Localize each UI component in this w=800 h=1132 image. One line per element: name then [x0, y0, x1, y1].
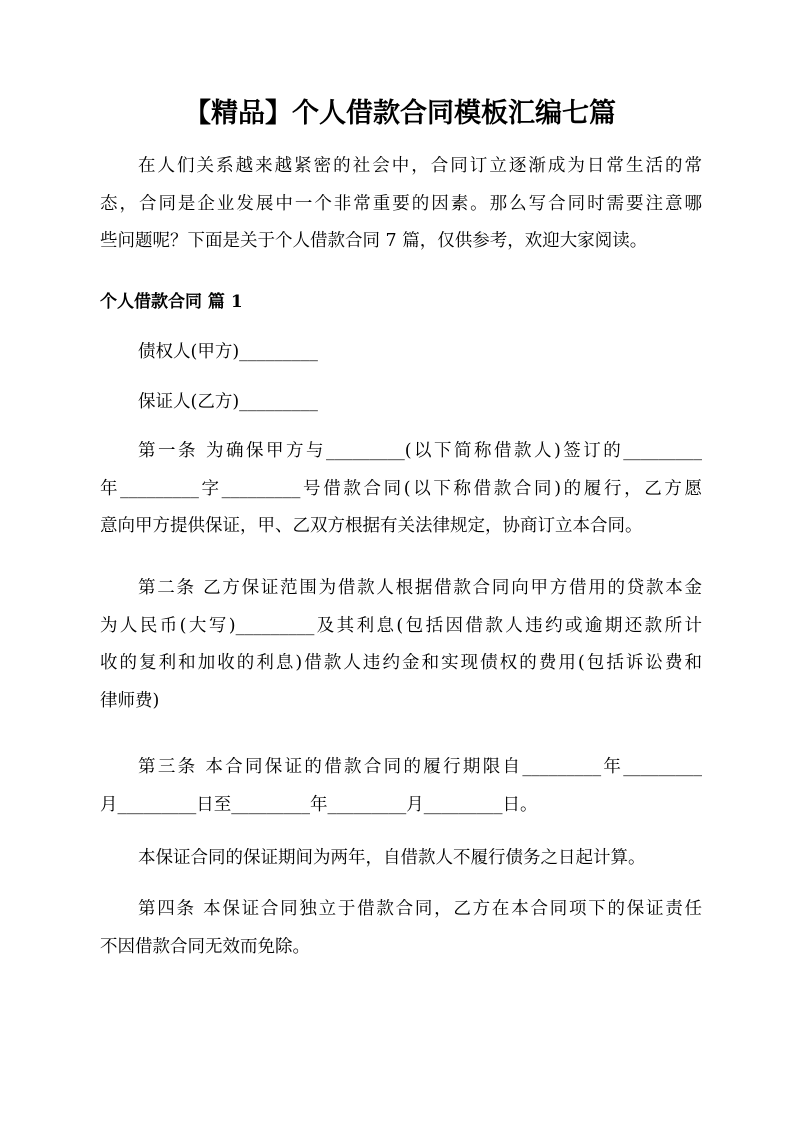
article-1-line-1: 第一条 为确保甲方与_________(以下简称借款人)签订的_________ [138, 441, 702, 461]
section-heading: 个人借款合同 篇 1 [100, 292, 243, 312]
article-3-paragraph [100, 749, 702, 824]
article-2-line-4: 律师费) [100, 690, 160, 711]
article-4-line-2: 不因借款合同无效而免除。 [100, 936, 310, 957]
guarantor-paragraph [100, 384, 702, 422]
article-2-line-1: 第二条 乙方保证范围为借款人根据借款合同向甲方借用的贷款本金 [138, 578, 702, 598]
article-4-paragraph [100, 891, 702, 966]
creditor-paragraph [100, 334, 702, 372]
creditor-line: 债权人(甲方)_________ [138, 342, 318, 362]
article-1-line-2: 年_________字_________号借款合同(以下称借款合同)的履行，乙方愿 [100, 478, 702, 499]
article-2-paragraph [100, 570, 702, 720]
guarantee-period-line: 本保证合同的保证期间为两年，自借款人不履行债务之日起计算。 [138, 848, 646, 868]
document-title: 【精品】个人借款合同模板汇编七篇 [184, 98, 616, 129]
intro-line-2: 态，合同是企业发展中一个非常重要的因素。那么写合同时需要注意哪 [100, 193, 702, 214]
guarantee-period-paragraph [100, 840, 702, 878]
intro-line-1: 在人们关系越来越紧密的社会中，合同订立逐渐成为日常生活的常 [138, 156, 702, 176]
article-1-line-3: 意向甲方提供保证，甲、乙双方根据有关法律规定，协商订立本合同。 [100, 516, 643, 536]
guarantor-line: 保证人(乙方)_________ [138, 392, 318, 412]
article-4-line-1: 第四条 本保证合同独立于借款合同，乙方在本合同项下的保证责任 [138, 899, 702, 919]
article-3-line-1: 第三条 本合同保证的借款合同的履行期限自_________年_________ [138, 757, 702, 777]
article-1-paragraph [100, 433, 702, 546]
intro-line-3: 些问题呢？下面是关于个人借款合同 7 篇，仅供参考，欢迎大家阅读。 [100, 231, 648, 251]
article-2-line-3: 收的复利和加收的利息)借款人违约金和实现债权的费用(包括诉讼费和 [100, 653, 702, 673]
article-2-line-2: 为人民币(大写)_________及其利息(包括因借款人违约或逾期还款所计 [100, 615, 702, 636]
intro-paragraph [100, 148, 702, 261]
article-3-line-2: 月_________日至_________年_________月_________日。 [100, 794, 538, 815]
